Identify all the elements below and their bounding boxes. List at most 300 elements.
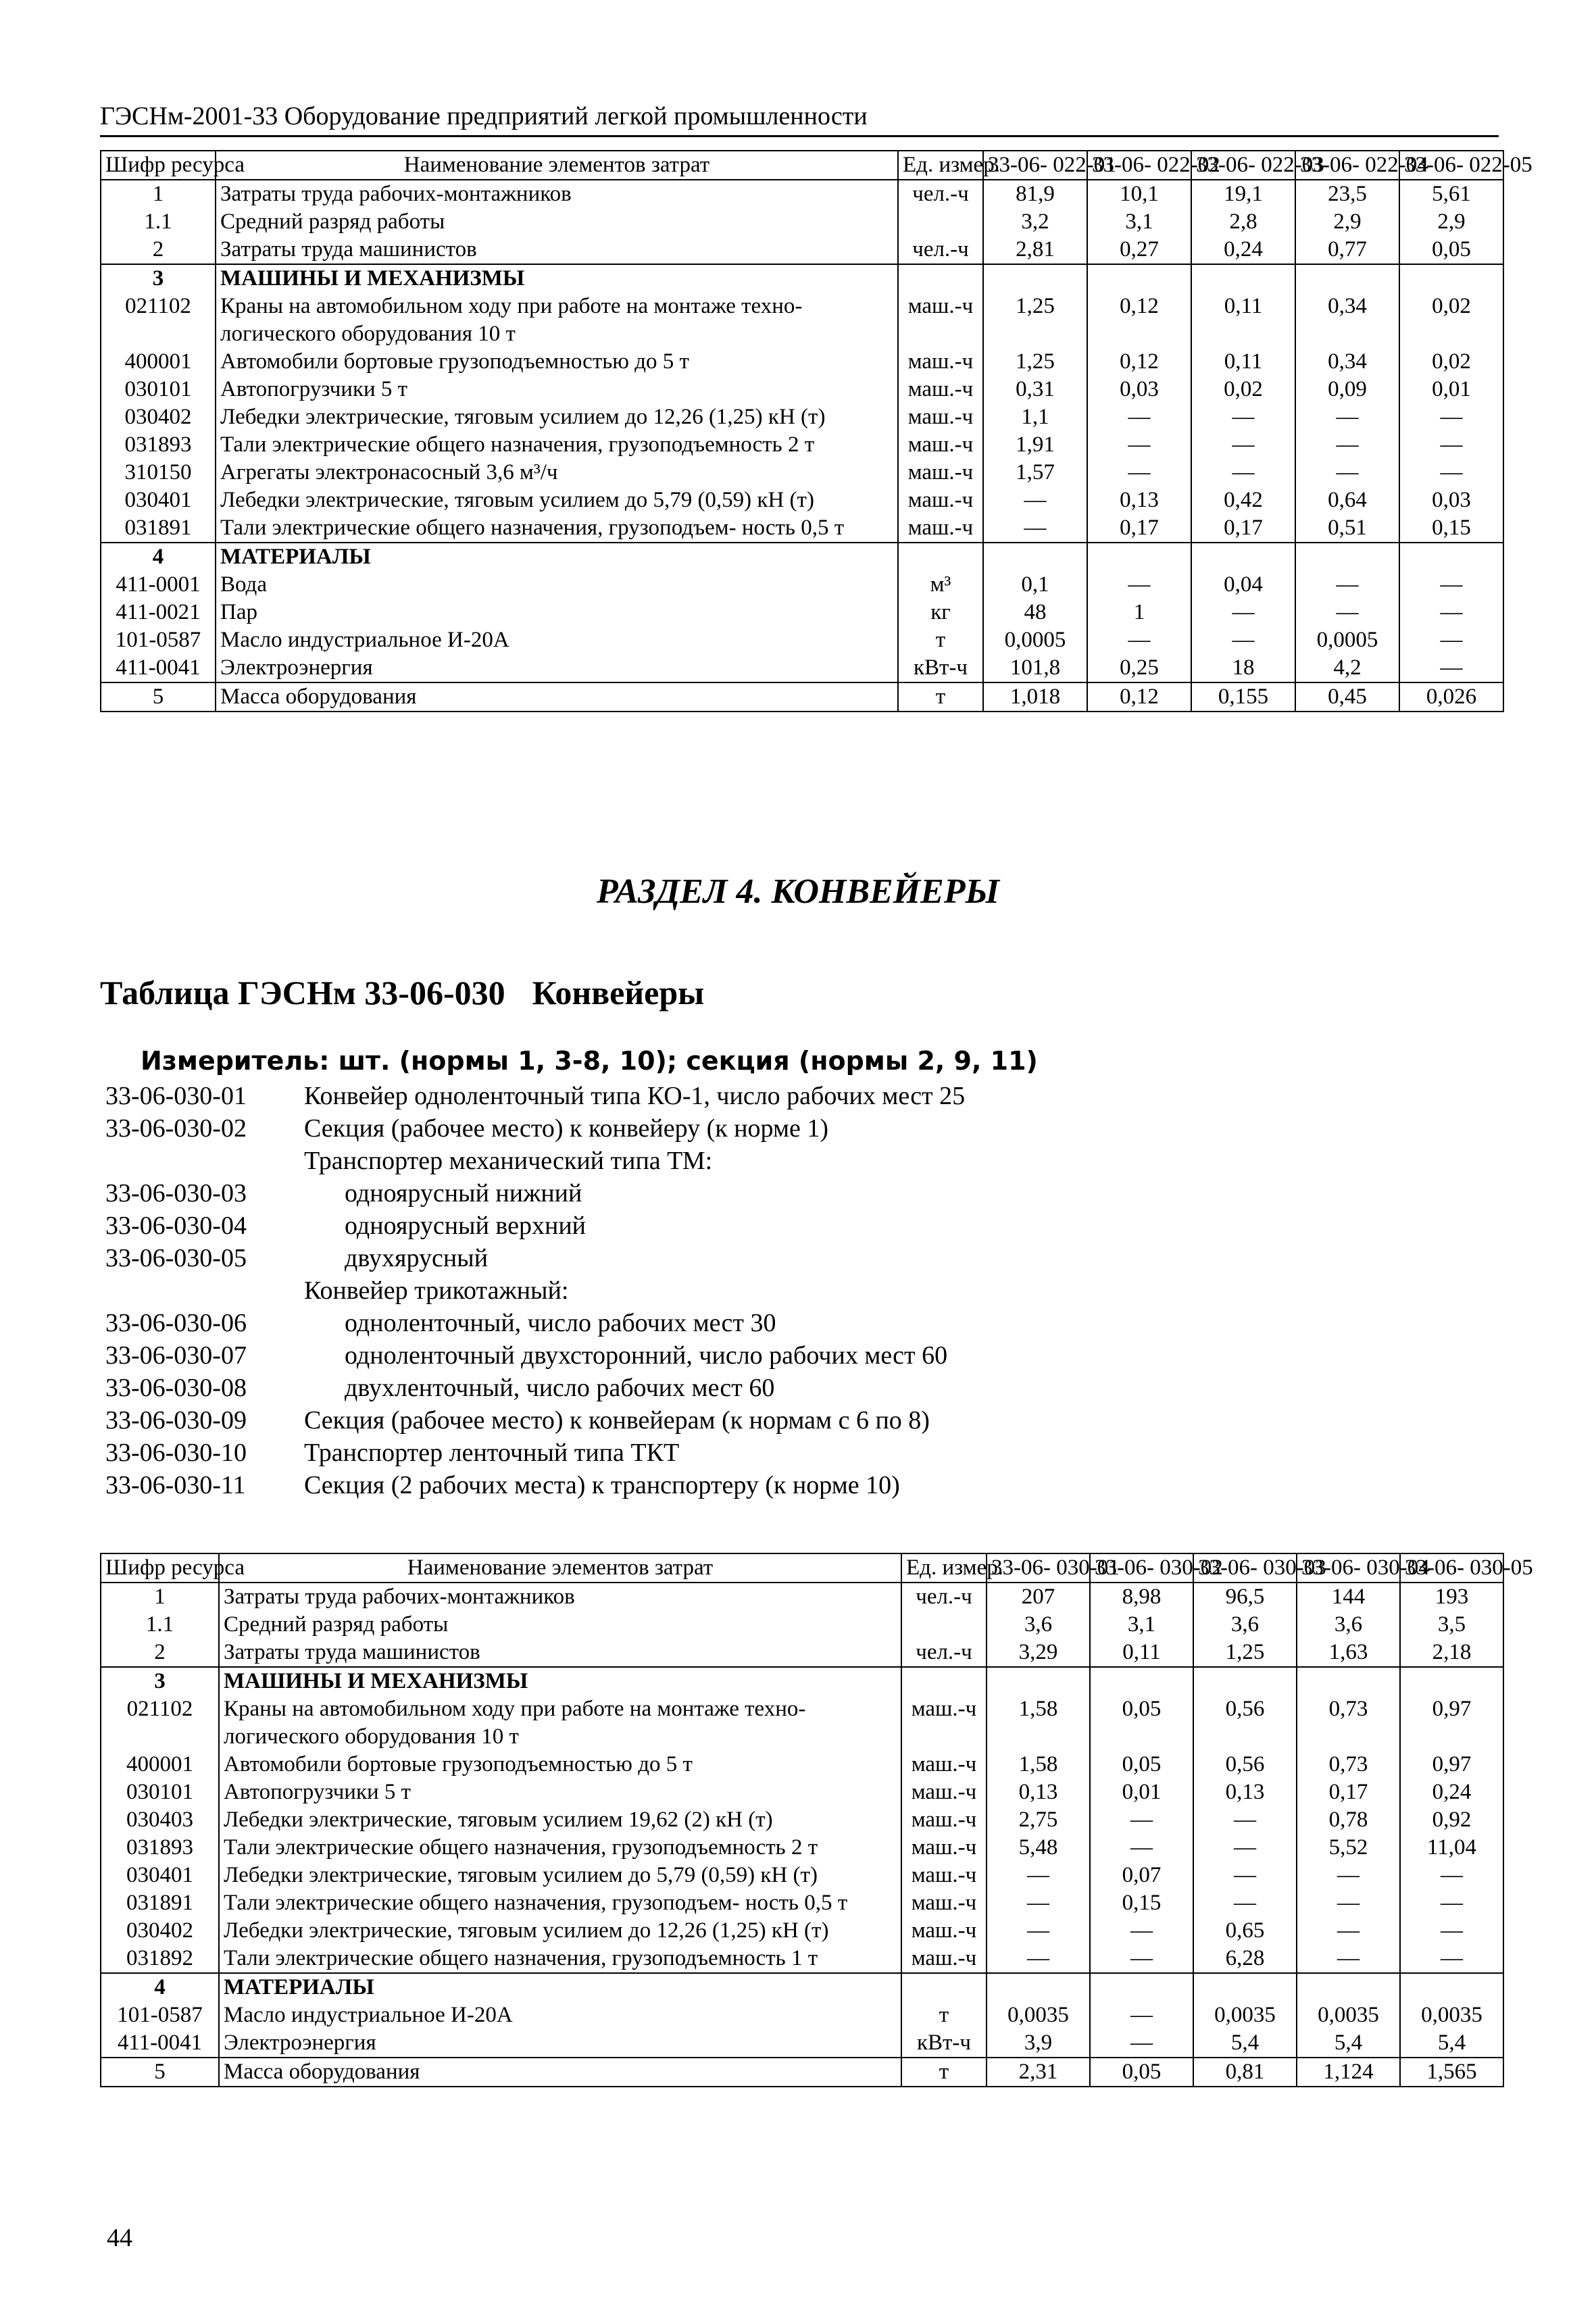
value-cell: — — [1090, 2001, 1193, 2029]
value-cell — [1400, 1667, 1503, 1695]
table-row — [101, 208, 1503, 236]
table-row — [101, 1834, 1503, 1862]
resource-code-cell: 031893 — [101, 431, 216, 459]
value-cell: 0,0005 — [983, 626, 1087, 654]
value-cell: — — [1295, 571, 1399, 599]
resource-code-cell: 1 — [101, 1583, 219, 1611]
value-cell: 0,01 — [1090, 1778, 1193, 1806]
value-cell: 3,1 — [1087, 208, 1191, 236]
page-number: 44 — [107, 2224, 132, 2252]
table-row — [101, 1973, 1503, 2001]
value-cell: 0,05 — [1090, 1695, 1193, 1751]
value-cell: 0,34 — [1295, 348, 1399, 376]
value-cell: 1,63 — [1297, 1639, 1400, 1667]
value-cell: 0,05 — [1399, 236, 1503, 264]
norm-description: двухярусный — [345, 1244, 489, 1272]
norm-column-header: 33-06- 030-05 — [1400, 1553, 1503, 1583]
value-cell — [1295, 264, 1399, 293]
resource-code-cell: 030101 — [101, 376, 216, 403]
norm-code: 33-06-030-07 — [105, 1341, 247, 1370]
value-cell: — — [1193, 1834, 1297, 1862]
cost-element-name-cell: Средний разряд работы — [216, 208, 898, 236]
value-cell: 18 — [1191, 654, 1295, 682]
value-cell: 0,73 — [1297, 1695, 1400, 1751]
value-cell: 2,9 — [1295, 208, 1399, 236]
value-cell: 1 — [1087, 599, 1191, 626]
value-cell: 3,2 — [983, 208, 1087, 236]
value-cell: — — [1191, 431, 1295, 459]
resource-code-cell: 1.1 — [101, 1611, 219, 1639]
value-cell: 0,64 — [1295, 487, 1399, 514]
value-cell: — — [1400, 1862, 1503, 1889]
resource-code-cell: 411-0041 — [101, 2029, 219, 2058]
value-cell — [1193, 1667, 1297, 1695]
resource-code-cell: 030402 — [101, 1917, 219, 1945]
cost-element-name-cell: Затраты труда рабочих-монтажников — [219, 1583, 901, 1611]
value-cell: 0,13 — [1087, 487, 1191, 514]
norm-description: Транспортер механический типа ТМ: — [304, 1147, 713, 1175]
value-cell: 0,81 — [1193, 2058, 1297, 2087]
value-cell: 3,6 — [1297, 1611, 1400, 1639]
value-cell: 0,0035 — [1297, 2001, 1400, 2029]
value-cell: 0,24 — [1400, 1778, 1503, 1806]
value-cell: 0,02 — [1399, 348, 1503, 376]
value-cell: 0,0035 — [987, 2001, 1090, 2029]
value-cell: 1,1 — [983, 403, 1087, 431]
norm-code: 33-06-030-09 — [105, 1406, 247, 1435]
value-cell: — — [1090, 2029, 1193, 2058]
cost-element-name-cell: Тали электрические общего назначения, грузоподъем- ность 0,5 т — [216, 514, 898, 543]
table-row — [101, 1945, 1503, 1973]
value-cell: 3,5 — [1400, 1611, 1503, 1639]
value-cell: 0,026 — [1399, 682, 1503, 712]
cost-element-name-cell: Масса оборудования — [216, 682, 898, 712]
value-cell: — — [1191, 459, 1295, 487]
value-cell: 23,5 — [1295, 180, 1399, 208]
cost-table-022 — [100, 150, 1532, 712]
value-cell: 0,56 — [1193, 1751, 1297, 1778]
value-cell: — — [1399, 626, 1503, 654]
cost-element-name-cell: Автомобили бортовые грузоподъемностью до 5 т — [216, 348, 898, 376]
value-cell — [1090, 1973, 1193, 2001]
norm-description: Секция (рабочее место) к конвейерам (к нормам с 6 по 8) — [304, 1406, 930, 1435]
value-cell: — — [1087, 626, 1191, 654]
resource-code-cell: 031893 — [101, 1834, 219, 1862]
cost-element-name-cell: Автомобили бортовые грузоподъемностью до 5 т — [219, 1751, 901, 1778]
cost-element-name-cell: Лебедки электрические, тяговым усилием до 12,26 (1,25) кН (т) — [216, 403, 898, 431]
value-cell: 0,11 — [1191, 348, 1295, 376]
table-row — [101, 180, 1503, 208]
table-row — [101, 682, 1503, 712]
value-cell: 0,24 — [1191, 236, 1295, 264]
value-cell: 1,565 — [1400, 2058, 1503, 2087]
value-cell: 0,51 — [1295, 514, 1399, 543]
value-cell: 3,9 — [987, 2029, 1090, 2058]
value-cell: — — [1087, 459, 1191, 487]
table-row — [101, 1862, 1503, 1889]
cost-element-name-cell: Затраты труда машинистов — [219, 1639, 901, 1667]
unit-cell: т — [901, 2058, 987, 2087]
value-cell: — — [1090, 1834, 1193, 1862]
value-cell: 0,17 — [1297, 1778, 1400, 1806]
value-cell: 2,81 — [983, 236, 1087, 264]
norm-code: 33-06-030-01 — [105, 1082, 247, 1110]
resource-code-cell: 030401 — [101, 1862, 219, 1889]
resource-code-cell: 030101 — [101, 1778, 219, 1806]
unit-cell: маш.-ч — [901, 1862, 987, 1889]
table-row — [101, 1889, 1503, 1917]
value-cell: 0,07 — [1090, 1862, 1193, 1889]
resource-code-cell: 3 — [101, 1667, 219, 1695]
value-cell: — — [1297, 1917, 1400, 1945]
value-cell: 101,8 — [983, 654, 1087, 682]
value-cell: 81,9 — [983, 180, 1087, 208]
value-cell: 0,03 — [1087, 376, 1191, 403]
table-title-name: Конвейеры — [532, 974, 705, 1012]
table-title-label: Таблица ГЭСНм 33-06-030 — [100, 974, 505, 1012]
table-title — [100, 973, 731, 1012]
value-cell: 1,58 — [987, 1695, 1090, 1751]
unit-cell: маш.-ч — [901, 1889, 987, 1917]
norm-code: 33-06-030-02 — [105, 1114, 247, 1143]
cost-element-name-cell: Краны на автомобильном ходу при работе на монтаже техно- логического оборудования 10 т — [216, 293, 898, 348]
value-cell: 10,1 — [1087, 180, 1191, 208]
table-row — [101, 2001, 1503, 2029]
norm-description: одноленточный, число рабочих мест 30 — [345, 1309, 776, 1337]
value-cell: — — [1193, 1862, 1297, 1889]
table-row — [101, 1667, 1503, 1695]
cost-element-name-cell: МАШИНЫ И МЕХАНИЗМЫ — [216, 264, 898, 293]
value-cell: — — [1297, 1862, 1400, 1889]
unit-cell: маш.-ч — [898, 403, 983, 431]
value-cell: — — [1399, 571, 1503, 599]
norm-description: Транспортер ленточный типа ТКТ — [304, 1439, 680, 1467]
value-cell: 4,2 — [1295, 654, 1399, 682]
value-cell — [1400, 1973, 1503, 2001]
value-cell: 0,78 — [1297, 1806, 1400, 1834]
value-cell — [1193, 1973, 1297, 2001]
value-cell: 0,04 — [1191, 571, 1295, 599]
resource-code-cell: 1 — [101, 180, 216, 208]
value-cell: 3,29 — [987, 1639, 1090, 1667]
value-cell: 0,17 — [1087, 514, 1191, 543]
norm-column-header: 33-06- 030-02 — [1090, 1553, 1193, 1583]
value-cell: 2,75 — [987, 1806, 1090, 1834]
cost-element-name-cell: Затраты труда машинистов — [216, 236, 898, 264]
value-cell: 3,6 — [987, 1611, 1090, 1639]
unit-cell: маш.-ч — [898, 376, 983, 403]
value-cell: 1,25 — [983, 293, 1087, 348]
cost-element-name-cell: Лебедки электрические, тяговым усилием до 5,79 (0,59) кН (т) — [219, 1862, 901, 1889]
value-cell: — — [1399, 654, 1503, 682]
value-cell: 5,4 — [1297, 2029, 1400, 2058]
value-cell: 1,25 — [1193, 1639, 1297, 1667]
cost-element-name-cell: Лебедки электрические, тяговым усилием 19,62 (2) кН (т) — [219, 1806, 901, 1834]
cost-element-name-cell: Вода — [216, 571, 898, 599]
table-row — [101, 654, 1503, 682]
value-cell: — — [1297, 1889, 1400, 1917]
unit-cell: т — [901, 2001, 987, 2029]
value-cell: 0,34 — [1295, 293, 1399, 348]
value-cell: 0,77 — [1295, 236, 1399, 264]
table-row — [101, 1611, 1503, 1639]
value-cell: — — [1087, 571, 1191, 599]
unit-cell — [898, 264, 983, 293]
resource-code-cell: 411-0041 — [101, 654, 216, 682]
resource-code-cell: 2 — [101, 1639, 219, 1667]
unit-cell: м³ — [898, 571, 983, 599]
value-cell: 8,98 — [1090, 1583, 1193, 1611]
norm-code: 33-06-030-03 — [105, 1179, 247, 1208]
value-cell: 0,11 — [1090, 1639, 1193, 1667]
unit-cell: чел.-ч — [901, 1583, 987, 1611]
resource-code-cell: 400001 — [101, 348, 216, 376]
unit-cell — [901, 1611, 987, 1639]
value-cell — [987, 1667, 1090, 1695]
value-cell: 0,65 — [1193, 1917, 1297, 1945]
resource-code-cell: 400001 — [101, 1751, 219, 1778]
value-cell: 0,92 — [1400, 1806, 1503, 1834]
resource-code-cell: 030402 — [101, 403, 216, 431]
value-cell: 0,25 — [1087, 654, 1191, 682]
value-cell: 0,31 — [983, 376, 1087, 403]
table-row — [101, 514, 1503, 543]
value-cell: — — [1399, 403, 1503, 431]
value-cell — [1295, 543, 1399, 571]
resource-code-cell: 101-0587 — [101, 626, 216, 654]
value-cell: 2,18 — [1400, 1639, 1503, 1667]
value-cell: 144 — [1297, 1583, 1400, 1611]
value-cell: 0,05 — [1090, 2058, 1193, 2087]
value-cell: 0,73 — [1297, 1751, 1400, 1778]
value-cell — [1087, 264, 1191, 293]
value-cell: 0,02 — [1399, 293, 1503, 348]
value-cell — [1191, 543, 1295, 571]
unit-cell: чел.-ч — [901, 1639, 987, 1667]
value-cell: 0,13 — [1193, 1778, 1297, 1806]
norm-description: двухленточный, число рабочих мест 60 — [345, 1374, 775, 1402]
table-row — [101, 348, 1503, 376]
resource-code-cell: 030403 — [101, 1806, 219, 1834]
unit-cell: маш.-ч — [901, 1806, 987, 1834]
value-cell: — — [1090, 1917, 1193, 1945]
value-cell: 1,018 — [983, 682, 1087, 712]
resource-code-cell: 3 — [101, 264, 216, 293]
value-cell: — — [1090, 1945, 1193, 1973]
value-cell: 0,17 — [1191, 514, 1295, 543]
value-cell — [1297, 1973, 1400, 2001]
column-header: Ед. измер. — [901, 1553, 987, 1583]
value-cell: — — [987, 1862, 1090, 1889]
unit-cell: маш.-ч — [898, 293, 983, 348]
unit-cell: маш.-ч — [901, 1945, 987, 1973]
norm-column-header: 33-06- 022-03 — [1191, 151, 1295, 180]
value-cell — [983, 264, 1087, 293]
value-cell: 0,13 — [987, 1778, 1090, 1806]
value-cell: 3,6 — [1193, 1611, 1297, 1639]
cost-element-name-cell: Автопогрузчики 5 т — [219, 1778, 901, 1806]
cost-element-name-cell: Автопогрузчики 5 т — [216, 376, 898, 403]
value-cell: — — [1191, 403, 1295, 431]
value-cell: 1,25 — [983, 348, 1087, 376]
value-cell: 2,31 — [987, 2058, 1090, 2087]
unit-cell: маш.-ч — [901, 1751, 987, 1778]
unit-cell: т — [898, 682, 983, 712]
table-header-row — [101, 1553, 1503, 1583]
value-cell: 0,97 — [1400, 1695, 1503, 1751]
value-cell: 6,28 — [1193, 1945, 1297, 1973]
resource-code-cell: 5 — [101, 682, 216, 712]
value-cell: — — [1087, 431, 1191, 459]
norm-column-header: 33-06- 030-01 — [987, 1553, 1090, 1583]
cost-element-name-cell: Масло индустриальное И-20А — [216, 626, 898, 654]
table-row — [101, 626, 1503, 654]
value-cell: 1,124 — [1297, 2058, 1400, 2087]
value-cell: — — [1295, 599, 1399, 626]
value-cell: 0,45 — [1295, 682, 1399, 712]
cost-element-name-cell: Затраты труда рабочих-монтажников — [216, 180, 898, 208]
value-cell: — — [1087, 403, 1191, 431]
value-cell: — — [987, 1889, 1090, 1917]
unit-cell: маш.-ч — [901, 1917, 987, 1945]
table-row — [101, 1639, 1503, 1667]
value-cell: 5,52 — [1297, 1834, 1400, 1862]
value-cell — [1399, 543, 1503, 571]
value-cell: 0,56 — [1193, 1695, 1297, 1751]
table-row — [101, 459, 1503, 487]
value-cell: 3,1 — [1090, 1611, 1193, 1639]
resource-code-cell: 310150 — [101, 459, 216, 487]
value-cell: — — [1191, 599, 1295, 626]
meter-line: Измеритель: шт. (нормы 1, 3-8, 10); секция (нормы 2, 9, 11) — [141, 1046, 1038, 1076]
value-cell — [1399, 264, 1503, 293]
value-cell: 207 — [987, 1583, 1090, 1611]
value-cell: 0,12 — [1087, 293, 1191, 348]
unit-cell: кВт-ч — [898, 654, 983, 682]
value-cell: — — [1090, 1806, 1193, 1834]
norm-code: 33-06-030-05 — [105, 1244, 247, 1272]
cost-element-name-cell: Электроэнергия — [219, 2029, 901, 2058]
value-cell: — — [983, 487, 1087, 514]
value-cell: 0,42 — [1191, 487, 1295, 514]
cost-element-name-cell: Пар — [216, 599, 898, 626]
cost-element-name-cell: МАТЕРИАЛЫ — [219, 1973, 901, 2001]
norm-code: 33-06-030-04 — [105, 1212, 247, 1240]
cost-element-name-cell: Тали электрические общего назначения, грузоподъемность 2 т — [216, 431, 898, 459]
value-cell: 0,12 — [1087, 682, 1191, 712]
norm-column-header: 33-06- 022-05 — [1399, 151, 1503, 180]
value-cell: 0,0035 — [1400, 2001, 1503, 2029]
table-row — [101, 2058, 1503, 2087]
value-cell: — — [1400, 1917, 1503, 1945]
table-row — [101, 376, 1503, 403]
resource-code-cell: 031891 — [101, 514, 216, 543]
table-row — [101, 264, 1503, 293]
unit-cell: маш.-ч — [901, 1834, 987, 1862]
table-row — [101, 487, 1503, 514]
table-row — [101, 1583, 1503, 1611]
unit-cell: т — [898, 626, 983, 654]
value-cell: 2,9 — [1399, 208, 1503, 236]
value-cell: 5,4 — [1193, 2029, 1297, 2058]
value-cell: — — [1191, 626, 1295, 654]
norm-code: 33-06-030-08 — [105, 1374, 247, 1402]
column-header: Шифр ресурса — [101, 1553, 219, 1583]
unit-cell: маш.-ч — [898, 431, 983, 459]
resource-code-cell: 2 — [101, 236, 216, 264]
value-cell: — — [1399, 459, 1503, 487]
value-cell: — — [987, 1917, 1090, 1945]
norm-column-header: 33-06- 022-01 — [983, 151, 1087, 180]
table-row — [101, 543, 1503, 571]
cost-element-name-cell: Краны на автомобильном ходу при работе на монтаже техно- логического оборудования 10 т — [219, 1695, 901, 1751]
norm-description: Секция (2 рабочих места) к транспортеру (к норме 10) — [304, 1471, 900, 1499]
value-cell: 0,05 — [1090, 1751, 1193, 1778]
unit-cell — [898, 208, 983, 236]
unit-cell: маш.-ч — [901, 1778, 987, 1806]
value-cell: 0,0005 — [1295, 626, 1399, 654]
value-cell: — — [1399, 431, 1503, 459]
table-row — [101, 1917, 1503, 1945]
value-cell: 1,58 — [987, 1751, 1090, 1778]
value-cell: 0,01 — [1399, 376, 1503, 403]
value-cell: 0,155 — [1191, 682, 1295, 712]
value-cell: 0,27 — [1087, 236, 1191, 264]
cost-element-name-cell: МАТЕРИАЛЫ — [216, 543, 898, 571]
resource-code-cell: 1.1 — [101, 208, 216, 236]
value-cell — [983, 543, 1087, 571]
cost-element-name-cell: Масса оборудования — [219, 2058, 901, 2087]
cost-table-030 — [100, 1553, 1533, 2087]
cost-element-name-cell: Лебедки электрические, тяговым усилием до 5,79 (0,59) кН (т) — [216, 487, 898, 514]
value-cell: 0,15 — [1090, 1889, 1193, 1917]
resource-code-cell: 411-0021 — [101, 599, 216, 626]
column-header: Наименование элементов затрат — [216, 151, 898, 180]
value-cell: 2,8 — [1191, 208, 1295, 236]
unit-cell — [898, 543, 983, 571]
unit-cell: кВт-ч — [901, 2029, 987, 2058]
cost-element-name-cell: Масло индустриальное И-20А — [219, 2001, 901, 2029]
table-row — [101, 2029, 1503, 2058]
value-cell: 0,15 — [1399, 514, 1503, 543]
unit-cell — [901, 1973, 987, 2001]
value-cell: — — [1295, 403, 1399, 431]
unit-cell: чел.-ч — [898, 236, 983, 264]
value-cell: 1,91 — [983, 431, 1087, 459]
norm-column-header: 33-06- 030-03 — [1193, 1553, 1297, 1583]
value-cell: — — [1295, 459, 1399, 487]
resource-code-cell: 031892 — [101, 1945, 219, 1973]
value-cell: 0,0035 — [1193, 2001, 1297, 2029]
value-cell — [987, 1973, 1090, 2001]
cost-element-name-cell: МАШИНЫ И МЕХАНИЗМЫ — [219, 1667, 901, 1695]
value-cell: 193 — [1400, 1583, 1503, 1611]
unit-cell: маш.-ч — [898, 487, 983, 514]
value-cell: — — [1400, 1945, 1503, 1973]
resource-code-cell: 4 — [101, 1973, 219, 2001]
norm-description: Конвейер одноленточный типа КО-1, число рабочих мест 25 — [304, 1082, 966, 1110]
resource-code-cell: 021102 — [101, 293, 216, 348]
value-cell — [1087, 543, 1191, 571]
resource-code-cell: 5 — [101, 2058, 219, 2087]
value-cell: 0,09 — [1295, 376, 1399, 403]
cost-element-name-cell: Тали электрические общего назначения, грузоподъемность 2 т — [219, 1834, 901, 1862]
value-cell: — — [1193, 1889, 1297, 1917]
unit-cell: чел.-ч — [898, 180, 983, 208]
running-head: ГЭСНм-2001-33 Оборудование предприятий легкой промышленности — [100, 101, 1499, 137]
norm-code: 33-06-030-10 — [105, 1439, 247, 1467]
cost-element-name-cell: Лебедки электрические, тяговым усилием до 12,26 (1,25) кН (т) — [219, 1917, 901, 1945]
